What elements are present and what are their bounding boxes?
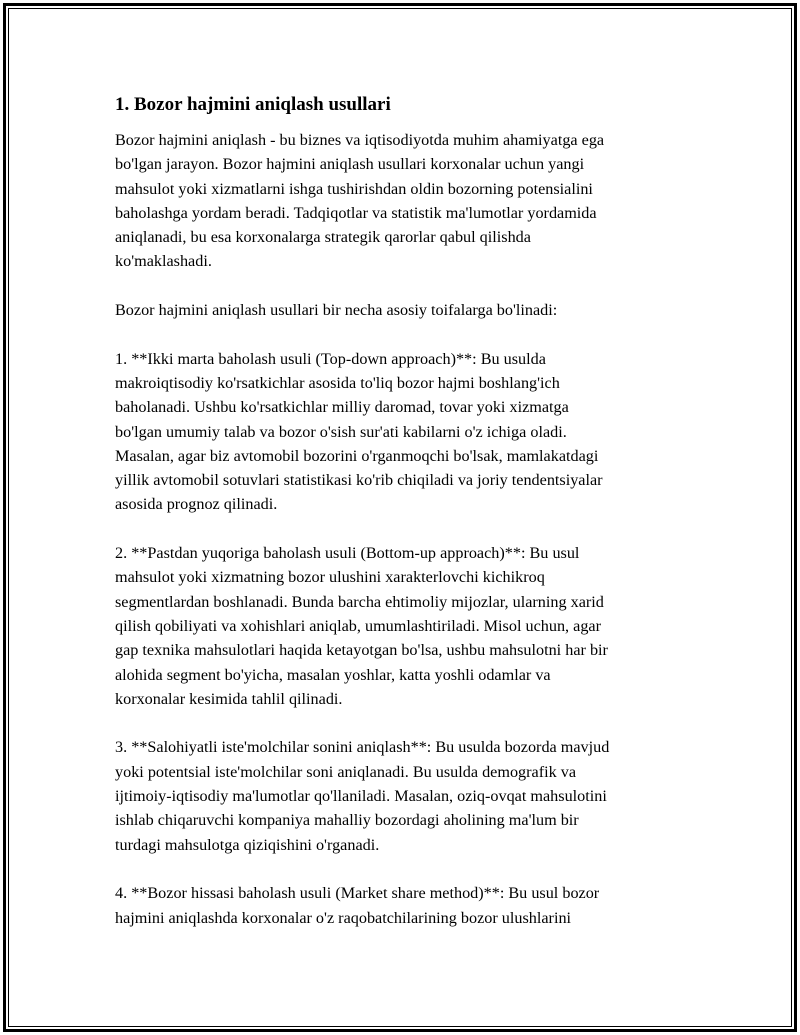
text-line: aniqlanadi, bu esa korxonalarga strategik qarorlar qabul qilishda [115, 228, 531, 247]
paragraph [115, 881, 695, 930]
text-line: ijtimoiy-iqtisodiy ma'lumotlar qo'llaniladi. Masalan, oziq-ovqat mahsulotini [115, 787, 607, 806]
document-body [115, 92, 695, 954]
text-line: 2. **Pastdan yuqoriga baholash usuli (Bottom-up approach)**: Bu usul [115, 544, 580, 563]
text-line: mahsulot yoki xizmatlarni ishga tushirishdan oldin bozorning potensialini [115, 179, 593, 198]
text-line: Bozor hajmini aniqlash usullari bir necha asosiy toifalarga bo'linadi: [115, 301, 558, 320]
text-line: ishlab chiqaruvchi kompaniya mahalliy bozordagi aholining ma'lum bir [115, 811, 579, 830]
text-line: hajmini aniqlashda korxonalar o'z raqobatchilarining bozor ulushlarini [115, 908, 572, 927]
text-line: segmentlardan boshlanadi. Bunda barcha ehtimoliy mijozlar, ularning xarid [115, 592, 604, 611]
text-line: baholanadi. Ushbu ko'rsatkichlar milliy daromad, tovar yoki xizmatga [115, 398, 569, 417]
text-line: gap texnika mahsulotlari haqida ketayotgan bo'lsa, ushbu mahsulotni har bir [115, 641, 608, 660]
paragraph [115, 347, 695, 517]
text-line: ko'maklashadi. [115, 252, 212, 271]
paragraph-list [115, 128, 695, 930]
text-line: baholashga yordam beradi. Tadqiqotlar va statistik ma'lumotlar yordamida [115, 203, 597, 222]
text-line: yillik avtomobil sotuvlari statistikasi ko'rib chiqiladi va joriy tendentsiyalar [115, 471, 603, 490]
text-line: bo'lgan jarayon. Bozor hajmini aniqlash usullari korxonalar uchun yangi [115, 155, 585, 174]
paragraph [115, 735, 695, 856]
text-line: 4. **Bozor hissasi baholash usuli (Market share method)**: Bu usul bozor [115, 884, 600, 903]
text-line: mahsulot yoki xizmatning bozor ulushini xarakterlovchi kichikroq [115, 568, 545, 587]
text-line: turdagi mahsulotga qiziqishini o'rganadi. [115, 835, 380, 854]
text-line: korxonalar kesimida tahlil qilinadi. [115, 689, 343, 708]
text-line: alohida segment bo'yicha, masalan yoshlar, katta yoshli odamlar va [115, 665, 551, 684]
paragraph [115, 128, 695, 274]
text-line: Bozor hajmini aniqlash - bu biznes va iqtisodiyotda muhim ahamiyatga ega [115, 131, 605, 149]
text-line: Masalan, agar biz avtomobil bozorini o'rganmoqchi bo'lsak, mamlakatdagi [115, 446, 599, 465]
text-line: asosida prognoz qilinadi. [115, 495, 278, 514]
text-line: makroiqtisodiy ko'rsatkichlar asosida to'liq bozor hajmi boshlang'ich [115, 373, 560, 392]
text-line: 3. **Salohiyatli iste'molchilar sonini aniqlash**: Bu usulda bozorda mavjud [115, 738, 610, 757]
text-line: bo'lgan umumiy talab va bozor o'sish sur'ati kabilarni o'z ichiga oladi. [115, 422, 567, 441]
paragraph [115, 298, 695, 322]
text-line: qilish qobiliyati va xohishlari aniqlab, umumlashtiriladi. Misol uchun, agar [115, 616, 602, 635]
section-title: 1. Bozor hajmini aniqlash usullari [115, 94, 391, 115]
text-line: 1. **Ikki marta baholash usuli (Top-down approach)**: Bu usulda [115, 349, 546, 368]
paragraph [115, 541, 695, 711]
text-line: yoki potentsial iste'molchilar soni aniqlanadi. Bu usulda demografik va [115, 762, 577, 781]
